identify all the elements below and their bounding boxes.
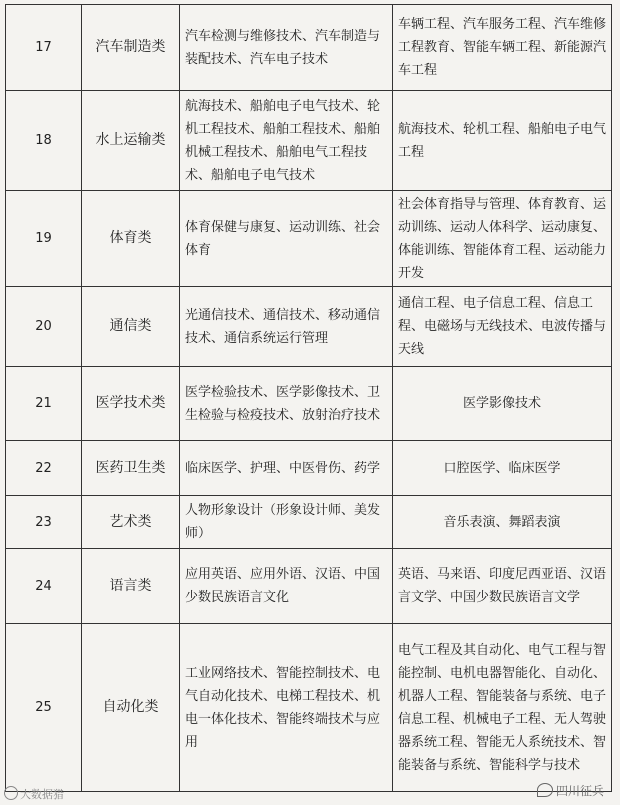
row-number: 20 xyxy=(6,287,82,367)
vocational-majors-cell: 应用英语、应用外语、汉语、中国少数民族语言文化 xyxy=(180,549,393,624)
table-row xyxy=(6,549,612,624)
table-row xyxy=(6,91,612,191)
undergrad-majors-cell: 音乐表演、舞蹈表演 xyxy=(393,496,612,549)
category-cell: 语言类 xyxy=(82,549,180,624)
vocational-majors-cell: 人物形象设计（形象设计师、美发师） xyxy=(180,496,393,549)
table-row xyxy=(6,624,612,792)
table-row xyxy=(6,191,612,287)
vocational-majors-cell: 医学检验技术、医学影像技术、卫生检验与检疫技术、放射治疗技术 xyxy=(180,367,393,441)
category-cell: 自动化类 xyxy=(82,624,180,792)
undergrad-majors-cell: 车辆工程、汽车服务工程、汽车维修工程教育、智能车辆工程、新能源汽车工程 xyxy=(393,5,612,91)
row-number: 24 xyxy=(6,549,82,624)
row-number: 21 xyxy=(6,367,82,441)
row-number: 22 xyxy=(6,441,82,496)
undergrad-majors-cell: 社会体育指导与管理、体育教育、运动训练、运动人体科学、运动康复、体能训练、智能体育工程、运动能力开发 xyxy=(393,191,612,287)
vocational-majors-cell: 工业网络技术、智能控制技术、电气自动化技术、电梯工程技术、机电一体化技术、智能终端技术与应用 xyxy=(180,624,393,792)
vocational-majors-cell: 体育保健与康复、运动训练、社会体育 xyxy=(180,191,393,287)
watermark-right: 四川征兵 xyxy=(537,782,604,799)
undergrad-majors-cell: 通信工程、电子信息工程、信息工程、电磁场与无线技术、电波传播与天线 xyxy=(393,287,612,367)
table-row xyxy=(6,496,612,549)
undergrad-majors-cell: 电气工程及其自动化、电气工程与智能控制、电机电器智能化、自动化、机器人工程、智能装备与系统、电子信息工程、机械电子工程、无人驾驶器系统工程、智能无人系统技术、智能装备与系统、智能科学与技术 xyxy=(393,624,612,792)
category-cell: 艺术类 xyxy=(82,496,180,549)
undergrad-majors-cell: 医学影像技术 xyxy=(393,367,612,441)
category-cell: 通信类 xyxy=(82,287,180,367)
category-cell: 体育类 xyxy=(82,191,180,287)
undergrad-majors-cell: 口腔医学、临床医学 xyxy=(393,441,612,496)
row-number: 19 xyxy=(6,191,82,287)
table-row xyxy=(6,287,612,367)
row-number: 17 xyxy=(6,5,82,91)
undergrad-majors-cell: 航海技术、轮机工程、船舶电子电气工程 xyxy=(393,91,612,191)
vocational-majors-cell: 汽车检测与维修技术、汽车制造与装配技术、汽车电子技术 xyxy=(180,5,393,91)
row-number: 23 xyxy=(6,496,82,549)
row-number: 25 xyxy=(6,624,82,792)
vocational-majors-cell: 航海技术、船舶电子电气技术、轮机工程技术、船舶工程技术、船舶机械工程技术、船舶电气工程技术、船舶电子电气技术 xyxy=(180,91,393,191)
row-number: 18 xyxy=(6,91,82,191)
vocational-majors-cell: 临床医学、护理、中医骨伤、药学 xyxy=(180,441,393,496)
majors-table xyxy=(5,4,612,792)
category-cell: 水上运输类 xyxy=(82,91,180,191)
table-row xyxy=(6,441,612,496)
category-cell: 医学技术类 xyxy=(82,367,180,441)
chat-bubble-icon xyxy=(537,783,553,797)
weibo-icon xyxy=(4,786,18,800)
vocational-majors-cell: 光通信技术、通信技术、移动通信技术、通信系统运行管理 xyxy=(180,287,393,367)
table-row xyxy=(6,5,612,91)
watermark-left: 大数据猎 xyxy=(4,786,64,802)
table-row xyxy=(6,367,612,441)
undergrad-majors-cell: 英语、马来语、印度尼西亚语、汉语言文学、中国少数民族语言文学 xyxy=(393,549,612,624)
category-cell: 汽车制造类 xyxy=(82,5,180,91)
category-cell: 医药卫生类 xyxy=(82,441,180,496)
